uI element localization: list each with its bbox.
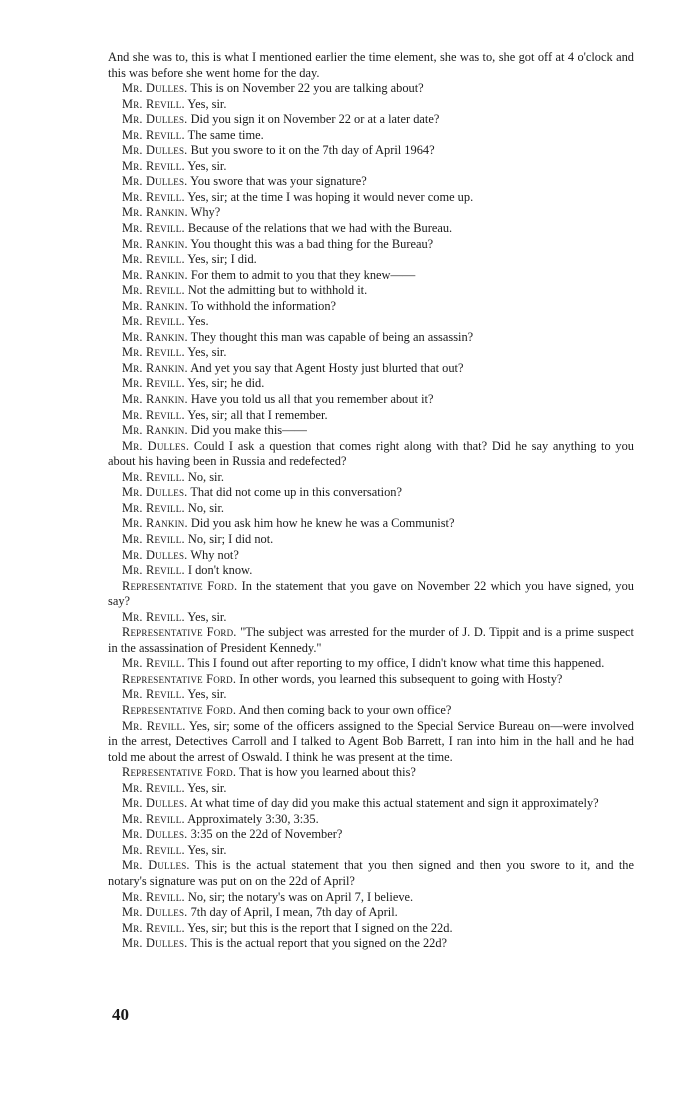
testimony-text: Yes, sir; I did.: [187, 252, 257, 267]
transcript-paragraph: [108, 299, 634, 315]
testimony-text: No, sir; the notary's was on April 7, I believe.: [187, 889, 414, 904]
testimony-text: Yes, sir; he did.: [187, 376, 265, 391]
testimony-text: No, sir; I did not.: [187, 531, 274, 546]
speaker-name: Mr. Revill.: [122, 687, 185, 702]
speaker-name: Mr. Revill.: [122, 96, 185, 111]
speaker-name: Mr. Revill.: [122, 531, 185, 546]
testimony-text: 7th day of April, I mean, 7th day of April.: [190, 905, 398, 920]
transcript-body: [108, 50, 634, 952]
speaker-name: Mr. Dulles.: [122, 936, 188, 951]
transcript-paragraph: [108, 687, 634, 703]
testimony-text: Yes.: [187, 314, 209, 329]
testimony-text: At what time of day did you make this actual statement and sign it approximately?: [189, 796, 599, 811]
transcript-paragraph: [108, 563, 634, 579]
speaker-name: Mr. Dulles.: [122, 143, 188, 158]
testimony-text: And yet you say that Agent Hosty just blurted that out?: [190, 360, 464, 375]
transcript-paragraph: [108, 159, 634, 175]
transcript-paragraph: [108, 423, 634, 439]
transcript-paragraph: [108, 143, 634, 159]
speaker-name: Mr. Revill.: [122, 252, 185, 267]
speaker-name: Mr. Rankin.: [122, 205, 188, 220]
page-number: 40: [112, 1005, 129, 1024]
testimony-text: Did you ask him how he knew he was a Communist?: [190, 516, 455, 531]
speaker-name: Mr. Dulles.: [122, 438, 190, 453]
testimony-text: "The subject was arrested for the murder of J. D. Tippit and is a prime suspect in the assassination of President Kennedy.": [108, 625, 634, 655]
testimony-text: 3:35 on the 22d of November?: [190, 827, 343, 842]
testimony-text: Did you sign it on November 22 or at a later date?: [190, 112, 440, 127]
transcript-paragraph: [108, 516, 634, 532]
testimony-text: Yes, sir; at the time I was hoping it would never come up.: [187, 189, 474, 204]
speaker-name: Mr. Dulles.: [122, 905, 188, 920]
speaker-name: Mr. Revill.: [122, 376, 185, 391]
transcript-paragraph: [108, 205, 634, 221]
speaker-name: Mr. Rankin.: [122, 267, 188, 282]
testimony-text: Yes, sir.: [187, 780, 227, 795]
testimony-text: Why?: [190, 205, 221, 220]
speaker-name: Mr. Rankin.: [122, 298, 188, 313]
speaker-name: Mr. Revill.: [122, 407, 185, 422]
speaker-name: Mr. Rankin.: [122, 423, 188, 438]
speaker-name: Mr. Rankin.: [122, 329, 188, 344]
speaker-name: Mr. Revill.: [122, 158, 185, 173]
transcript-paragraph: [108, 905, 634, 921]
testimony-text: This I found out after reporting to my office, I didn't know what time this happened.: [187, 656, 605, 671]
testimony-text: But you swore to it on the 7th day of April 1964?: [190, 143, 435, 158]
testimony-text: I don't know.: [187, 563, 253, 578]
testimony-text: You thought this was a bad thing for the Bureau?: [190, 236, 434, 251]
testimony-text: Yes, sir; all that I remember.: [187, 407, 328, 422]
speaker-name: Mr. Revill.: [122, 811, 185, 826]
speaker-name: Mr. Dulles.: [122, 81, 188, 96]
testimony-text: Approximately 3:30, 3:35.: [187, 811, 319, 826]
transcript-paragraph: [108, 610, 634, 626]
testimony-text: This is the actual report that you signed on the 22d?: [190, 936, 448, 951]
transcript-paragraph: [108, 781, 634, 797]
testimony-text: In other words, you learned this subsequent to going with Hosty?: [239, 671, 563, 686]
transcript-paragraph: [108, 656, 634, 672]
testimony-text: Yes, sir; but this is the report that I signed on the 22d.: [187, 920, 453, 935]
transcript-paragraph: [108, 361, 634, 377]
testimony-text: This is on November 22 you are talking about?: [190, 81, 424, 96]
testimony-text: Yes, sir.: [187, 687, 227, 702]
speaker-name: Mr. Revill.: [122, 189, 185, 204]
transcript-paragraph: [108, 672, 634, 688]
speaker-name: Mr. Revill.: [122, 127, 185, 142]
testimony-text: Why not?: [190, 547, 239, 562]
testimony-text: The same time.: [187, 127, 264, 142]
speaker-name: Mr. Revill.: [122, 469, 185, 484]
transcript-paragraph: [108, 314, 634, 330]
speaker-name: Representative Ford.: [122, 702, 237, 717]
transcript-paragraph: [108, 796, 634, 812]
speaker-name: Mr. Revill.: [122, 500, 185, 515]
testimony-text: Because of the relations that we had with the Bureau.: [187, 221, 453, 236]
testimony-text: Yes, sir; some of the officers assigned to the Special Service Bureau on—were involved in the arrest, Detectives Carroll and I talked to Agent Bob Barrett, I ran into him in the hall and he had told me about the arrest of Oswald. I think he was present at the time.: [108, 718, 634, 764]
testimony-text: You swore that was your signature?: [190, 174, 367, 189]
testimony-text: They thought this man was capable of being an assassin?: [190, 329, 474, 344]
speaker-name: Mr. Revill.: [122, 842, 185, 857]
speaker-name: Representative Ford.: [122, 671, 237, 686]
transcript-paragraph: [108, 625, 634, 656]
transcript-paragraph: [108, 532, 634, 548]
transcript-paragraph: [108, 81, 634, 97]
testimony-text: And she was to, this is what I mentioned earlier the time element, she was to, she got off at 4 o'clock and this was before she went home for the day.: [108, 50, 634, 80]
testimony-text: No, sir.: [187, 469, 225, 484]
testimony-text: Yes, sir.: [187, 96, 227, 111]
transcript-paragraph: [108, 330, 634, 346]
transcript-paragraph: [108, 345, 634, 361]
transcript-paragraph: [108, 890, 634, 906]
transcript-paragraph: [108, 112, 634, 128]
speaker-name: Mr. Dulles.: [122, 827, 188, 842]
testimony-text: Yes, sir.: [187, 158, 227, 173]
transcript-paragraph: [108, 470, 634, 486]
speaker-name: Mr. Dulles.: [122, 112, 188, 127]
testimony-text: In the statement that you gave on November 22 which you have signed, you say?: [108, 578, 634, 609]
transcript-paragraph: [108, 765, 634, 781]
speaker-name: Mr. Revill.: [122, 656, 185, 671]
transcript-paragraph: [108, 190, 634, 206]
speaker-name: Mr. Revill.: [122, 609, 185, 624]
transcript-paragraph: [108, 485, 634, 501]
testimony-text: Did you make this——: [190, 423, 307, 438]
speaker-name: Mr. Revill.: [122, 314, 185, 329]
testimony-text: Yes, sir.: [187, 345, 227, 360]
transcript-paragraph: [108, 439, 634, 470]
testimony-text: Not the admitting but to withhold it.: [187, 283, 368, 298]
transcript-paragraph: [108, 719, 634, 766]
transcript-paragraph: [108, 252, 634, 268]
transcript-paragraph: [108, 579, 634, 610]
transcript-paragraph: [108, 858, 634, 889]
speaker-name: Mr. Revill.: [122, 563, 185, 578]
transcript-paragraph: [108, 843, 634, 859]
transcript-paragraph: [108, 128, 634, 144]
speaker-name: Mr. Revill.: [122, 345, 185, 360]
testimony-text: That is how you learned about this?: [239, 765, 416, 780]
testimony-text: Yes, sir.: [187, 842, 227, 857]
transcript-paragraph: [108, 237, 634, 253]
speaker-name: Representative Ford.: [122, 765, 237, 780]
transcript-paragraph: [108, 97, 634, 113]
testimony-text: And then coming back to your own office?: [238, 702, 452, 717]
transcript-paragraph: [108, 376, 634, 392]
speaker-name: Mr. Dulles.: [122, 796, 188, 811]
testimony-text: That did not come up in this conversation?: [190, 485, 402, 500]
speaker-name: Mr. Rankin.: [122, 360, 188, 375]
transcript-paragraph: [108, 283, 634, 299]
transcript-paragraph: [108, 936, 634, 952]
testimony-text: For them to admit to you that they knew——: [190, 267, 416, 282]
testimony-text: Could I ask a question that comes right along with that? Did he say anything to you about his having been in Russia and redefected?: [108, 438, 635, 469]
speaker-name: Mr. Dulles.: [122, 547, 188, 562]
transcript-paragraph: [108, 548, 634, 564]
transcript-paragraph: [108, 221, 634, 237]
testimony-text: To withhold the information?: [190, 298, 337, 313]
speaker-name: Mr. Dulles.: [122, 858, 190, 873]
transcript-paragraph: [108, 174, 634, 190]
speaker-name: Mr. Revill.: [122, 889, 185, 904]
transcript-paragraph: [108, 812, 634, 828]
speaker-name: Mr. Revill.: [122, 221, 185, 236]
speaker-name: Mr. Revill.: [122, 718, 186, 733]
speaker-name: Mr. Revill.: [122, 920, 185, 935]
speaker-name: Mr. Rankin.: [122, 392, 188, 407]
transcript-paragraph: [108, 408, 634, 424]
transcript-paragraph: [108, 827, 634, 843]
testimony-text: Yes, sir.: [187, 609, 227, 624]
speaker-name: Representative Ford.: [122, 578, 238, 593]
speaker-name: Mr. Rankin.: [122, 516, 188, 531]
speaker-name: Mr. Rankin.: [122, 236, 188, 251]
speaker-name: Representative Ford.: [122, 625, 237, 640]
transcript-paragraph: [108, 268, 634, 284]
testimony-text: No, sir.: [187, 500, 225, 515]
transcript-paragraph: [108, 703, 634, 719]
testimony-text: Have you told us all that you remember about it?: [190, 392, 434, 407]
transcript-paragraph: [108, 501, 634, 517]
transcript-paragraph: [108, 921, 634, 937]
testimony-text: This is the actual statement that you then signed and then you swore to it, and the notary's signature was put on on the 22d of April?: [108, 858, 635, 888]
speaker-name: Mr. Revill.: [122, 283, 185, 298]
transcript-paragraph: [108, 50, 634, 81]
speaker-name: Mr. Dulles.: [122, 174, 188, 189]
speaker-name: Mr. Dulles.: [122, 485, 188, 500]
transcript-paragraph: [108, 392, 634, 408]
speaker-name: Mr. Revill.: [122, 780, 185, 795]
